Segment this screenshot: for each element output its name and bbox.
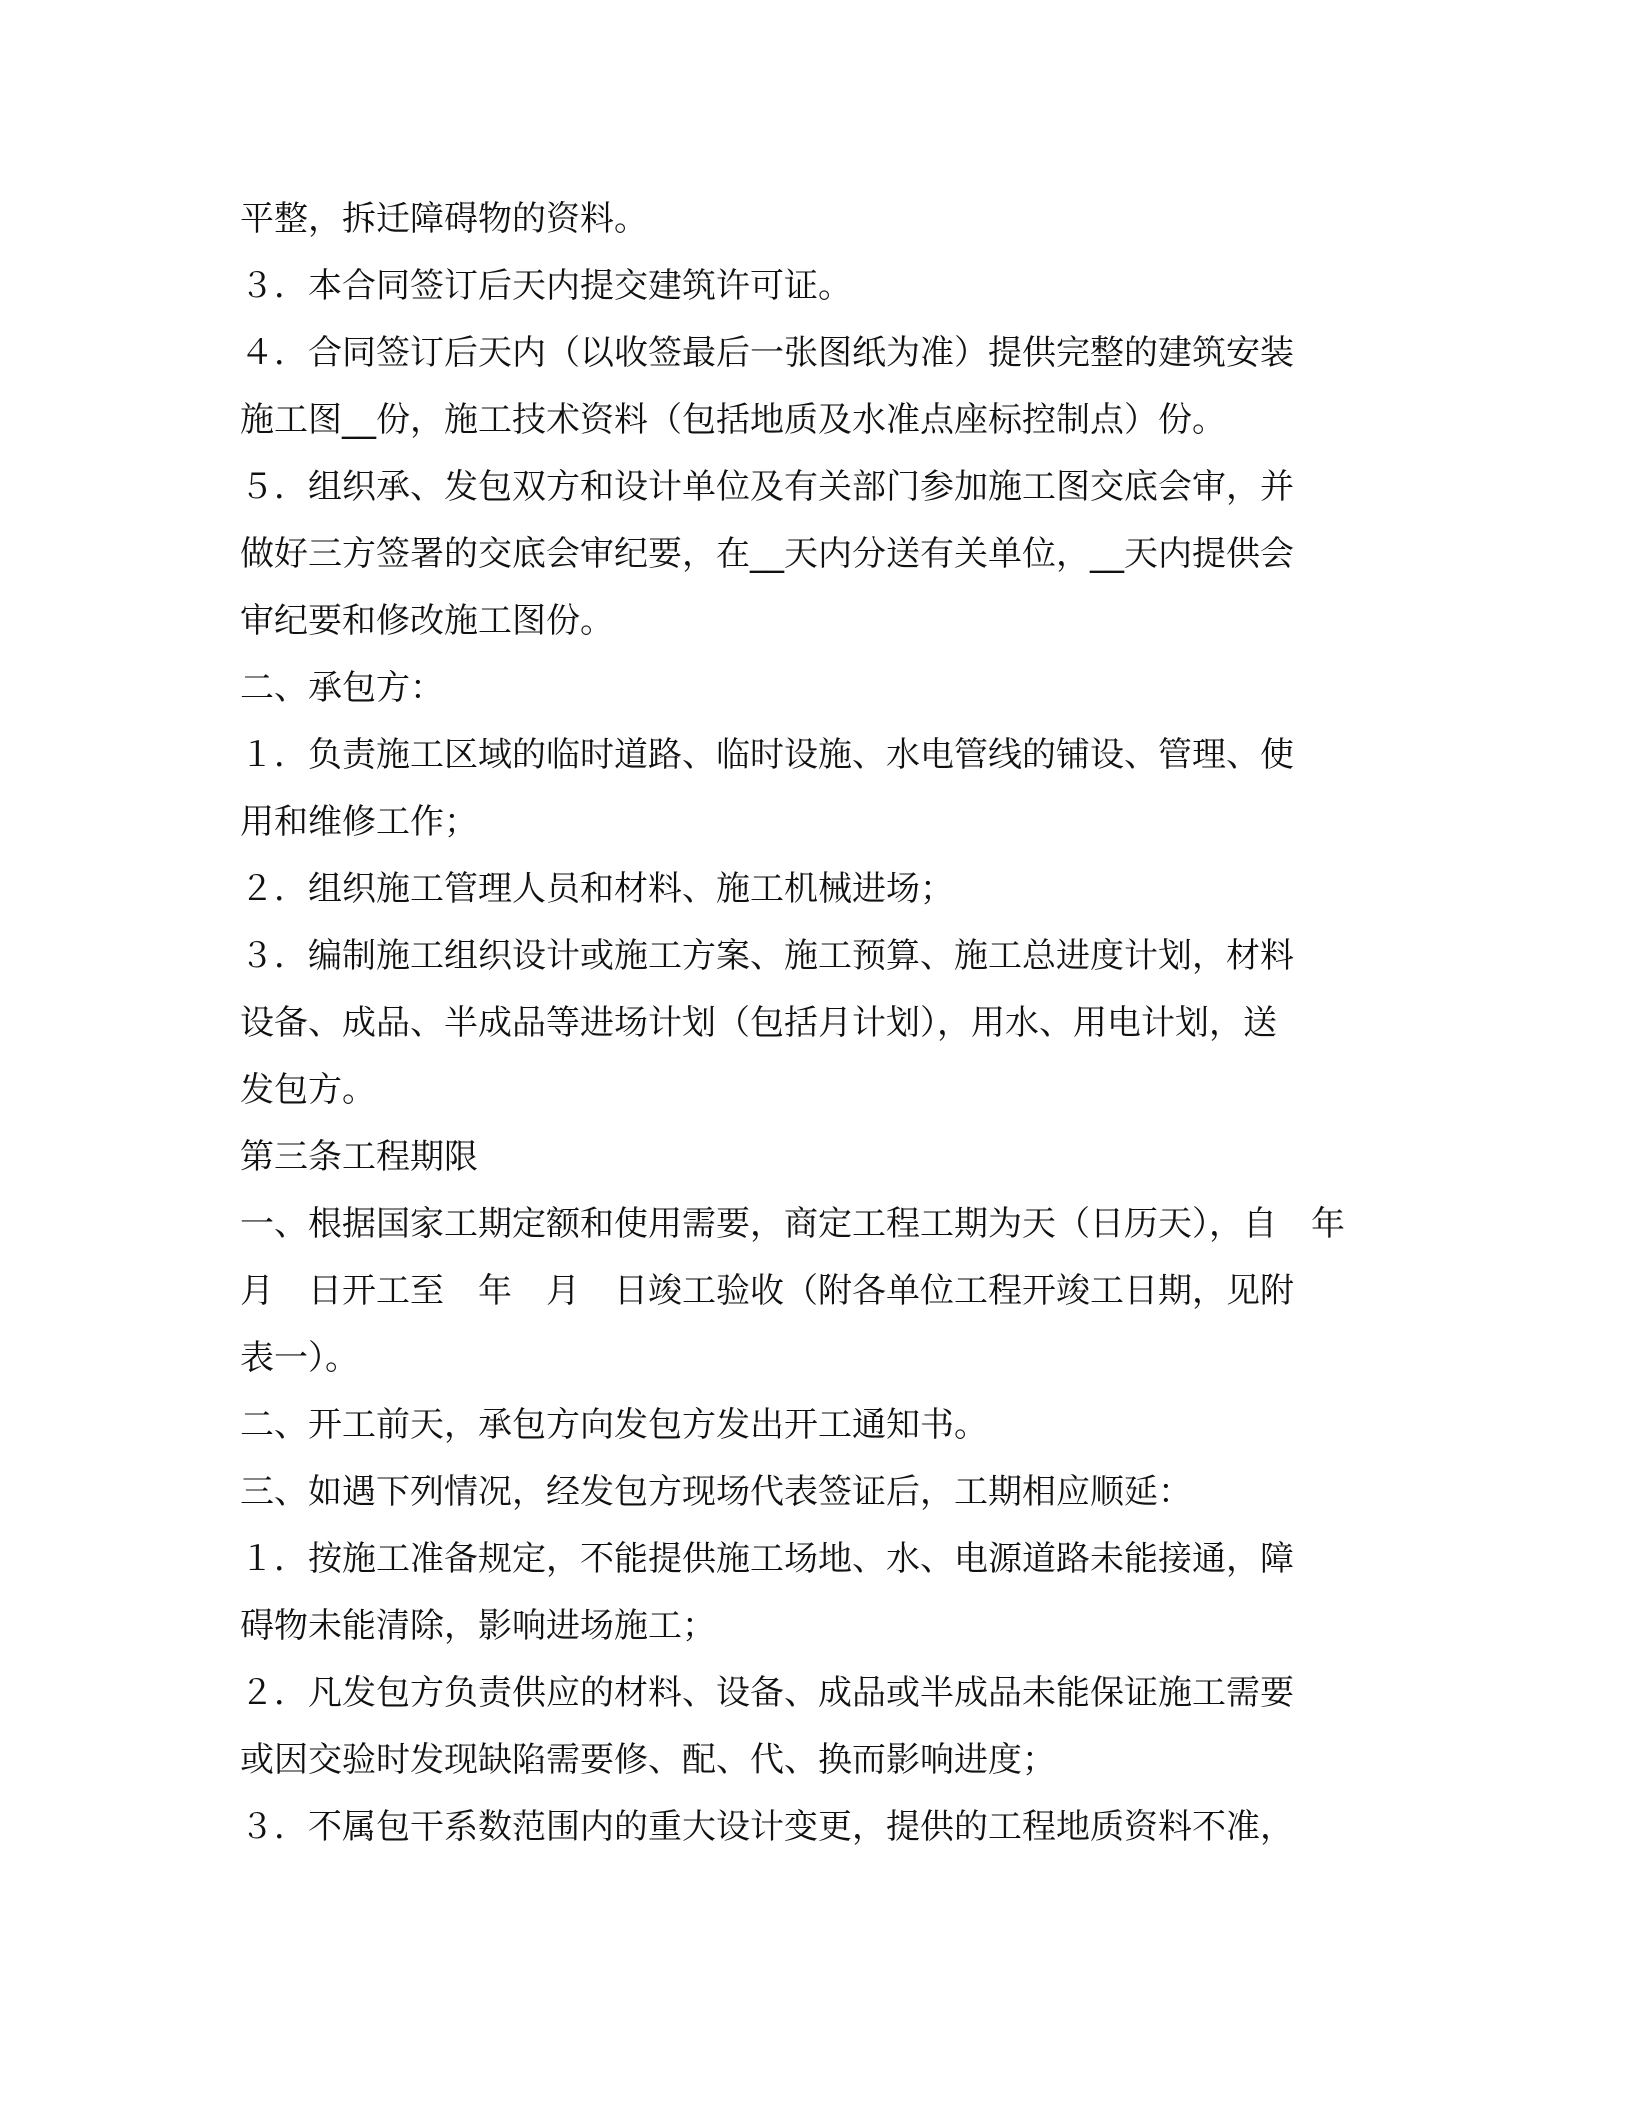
text-line: 一、根据国家工期定额和使用需要，商定工程工期为天（日历天），自 年 <box>240 1204 1345 1244</box>
text-line: １．负责施工区域的临时道路、临时设施、水电管线的铺设、管理、使 <box>240 735 1294 775</box>
text-line: ２．组织施工管理人员和材料、施工机械进场； <box>240 869 954 909</box>
text-line: 碍物未能清除，影响进场施工； <box>240 1606 716 1646</box>
text-line: 二、开工前天，承包方向发包方发出开工通知书。 <box>240 1405 988 1445</box>
text-line: 发包方。 <box>240 1070 376 1110</box>
article-heading: 第三条工程期限 <box>240 1137 478 1177</box>
text-line: 设备、成品、半成品等进场计划（包括月计划），用水、用电计划，送 <box>240 1003 1277 1043</box>
text-line: 或因交验时发现缺陷需要修、配、代、换而影响进度； <box>240 1740 1056 1780</box>
text-line: 用和维修工作； <box>240 802 478 842</box>
text-line: ２．凡发包方负责供应的材料、设备、成品或半成品未能保证施工需要 <box>240 1673 1294 1713</box>
text-line: 做好三方签署的交底会审纪要，在__天内分送有关单位，__天内提供会 <box>240 534 1294 574</box>
section-heading: 二、承包方： <box>240 668 444 708</box>
text-line: 表一）。 <box>240 1338 359 1378</box>
text-line: ３．不属包干系数范围内的重大设计变更，提供的工程地质资料不准， <box>240 1807 1294 1847</box>
text-line: ５．组织承、发包双方和设计单位及有关部门参加施工图交底会审，并 <box>240 467 1294 507</box>
text-line: ４．合同签订后天内（以收签最后一张图纸为准）提供完整的建筑安装 <box>240 333 1294 373</box>
text-line: 月 日开工至 年 月 日竣工验收（附各单位工程开竣工日期，见附 <box>240 1271 1294 1311</box>
text-line: 审纪要和修改施工图份。 <box>240 601 614 641</box>
text-line: 平整，拆迁障碍物的资料。 <box>240 199 648 239</box>
text-line: ３．本合同签订后天内提交建筑许可证。 <box>240 266 852 306</box>
text-line: 施工图__份，施工技术资料（包括地质及水准点座标控制点）份。 <box>240 400 1226 440</box>
text-line: １．按施工准备规定，不能提供施工场地、水、电源道路未能接通，障 <box>240 1539 1294 1579</box>
text-line: 三、如遇下列情况，经发包方现场代表签证后，工期相应顺延： <box>240 1472 1192 1512</box>
document-body <box>240 186 1392 1861</box>
text-line: ３．编制施工组织设计或施工方案、施工预算、施工总进度计划，材料 <box>240 936 1294 976</box>
